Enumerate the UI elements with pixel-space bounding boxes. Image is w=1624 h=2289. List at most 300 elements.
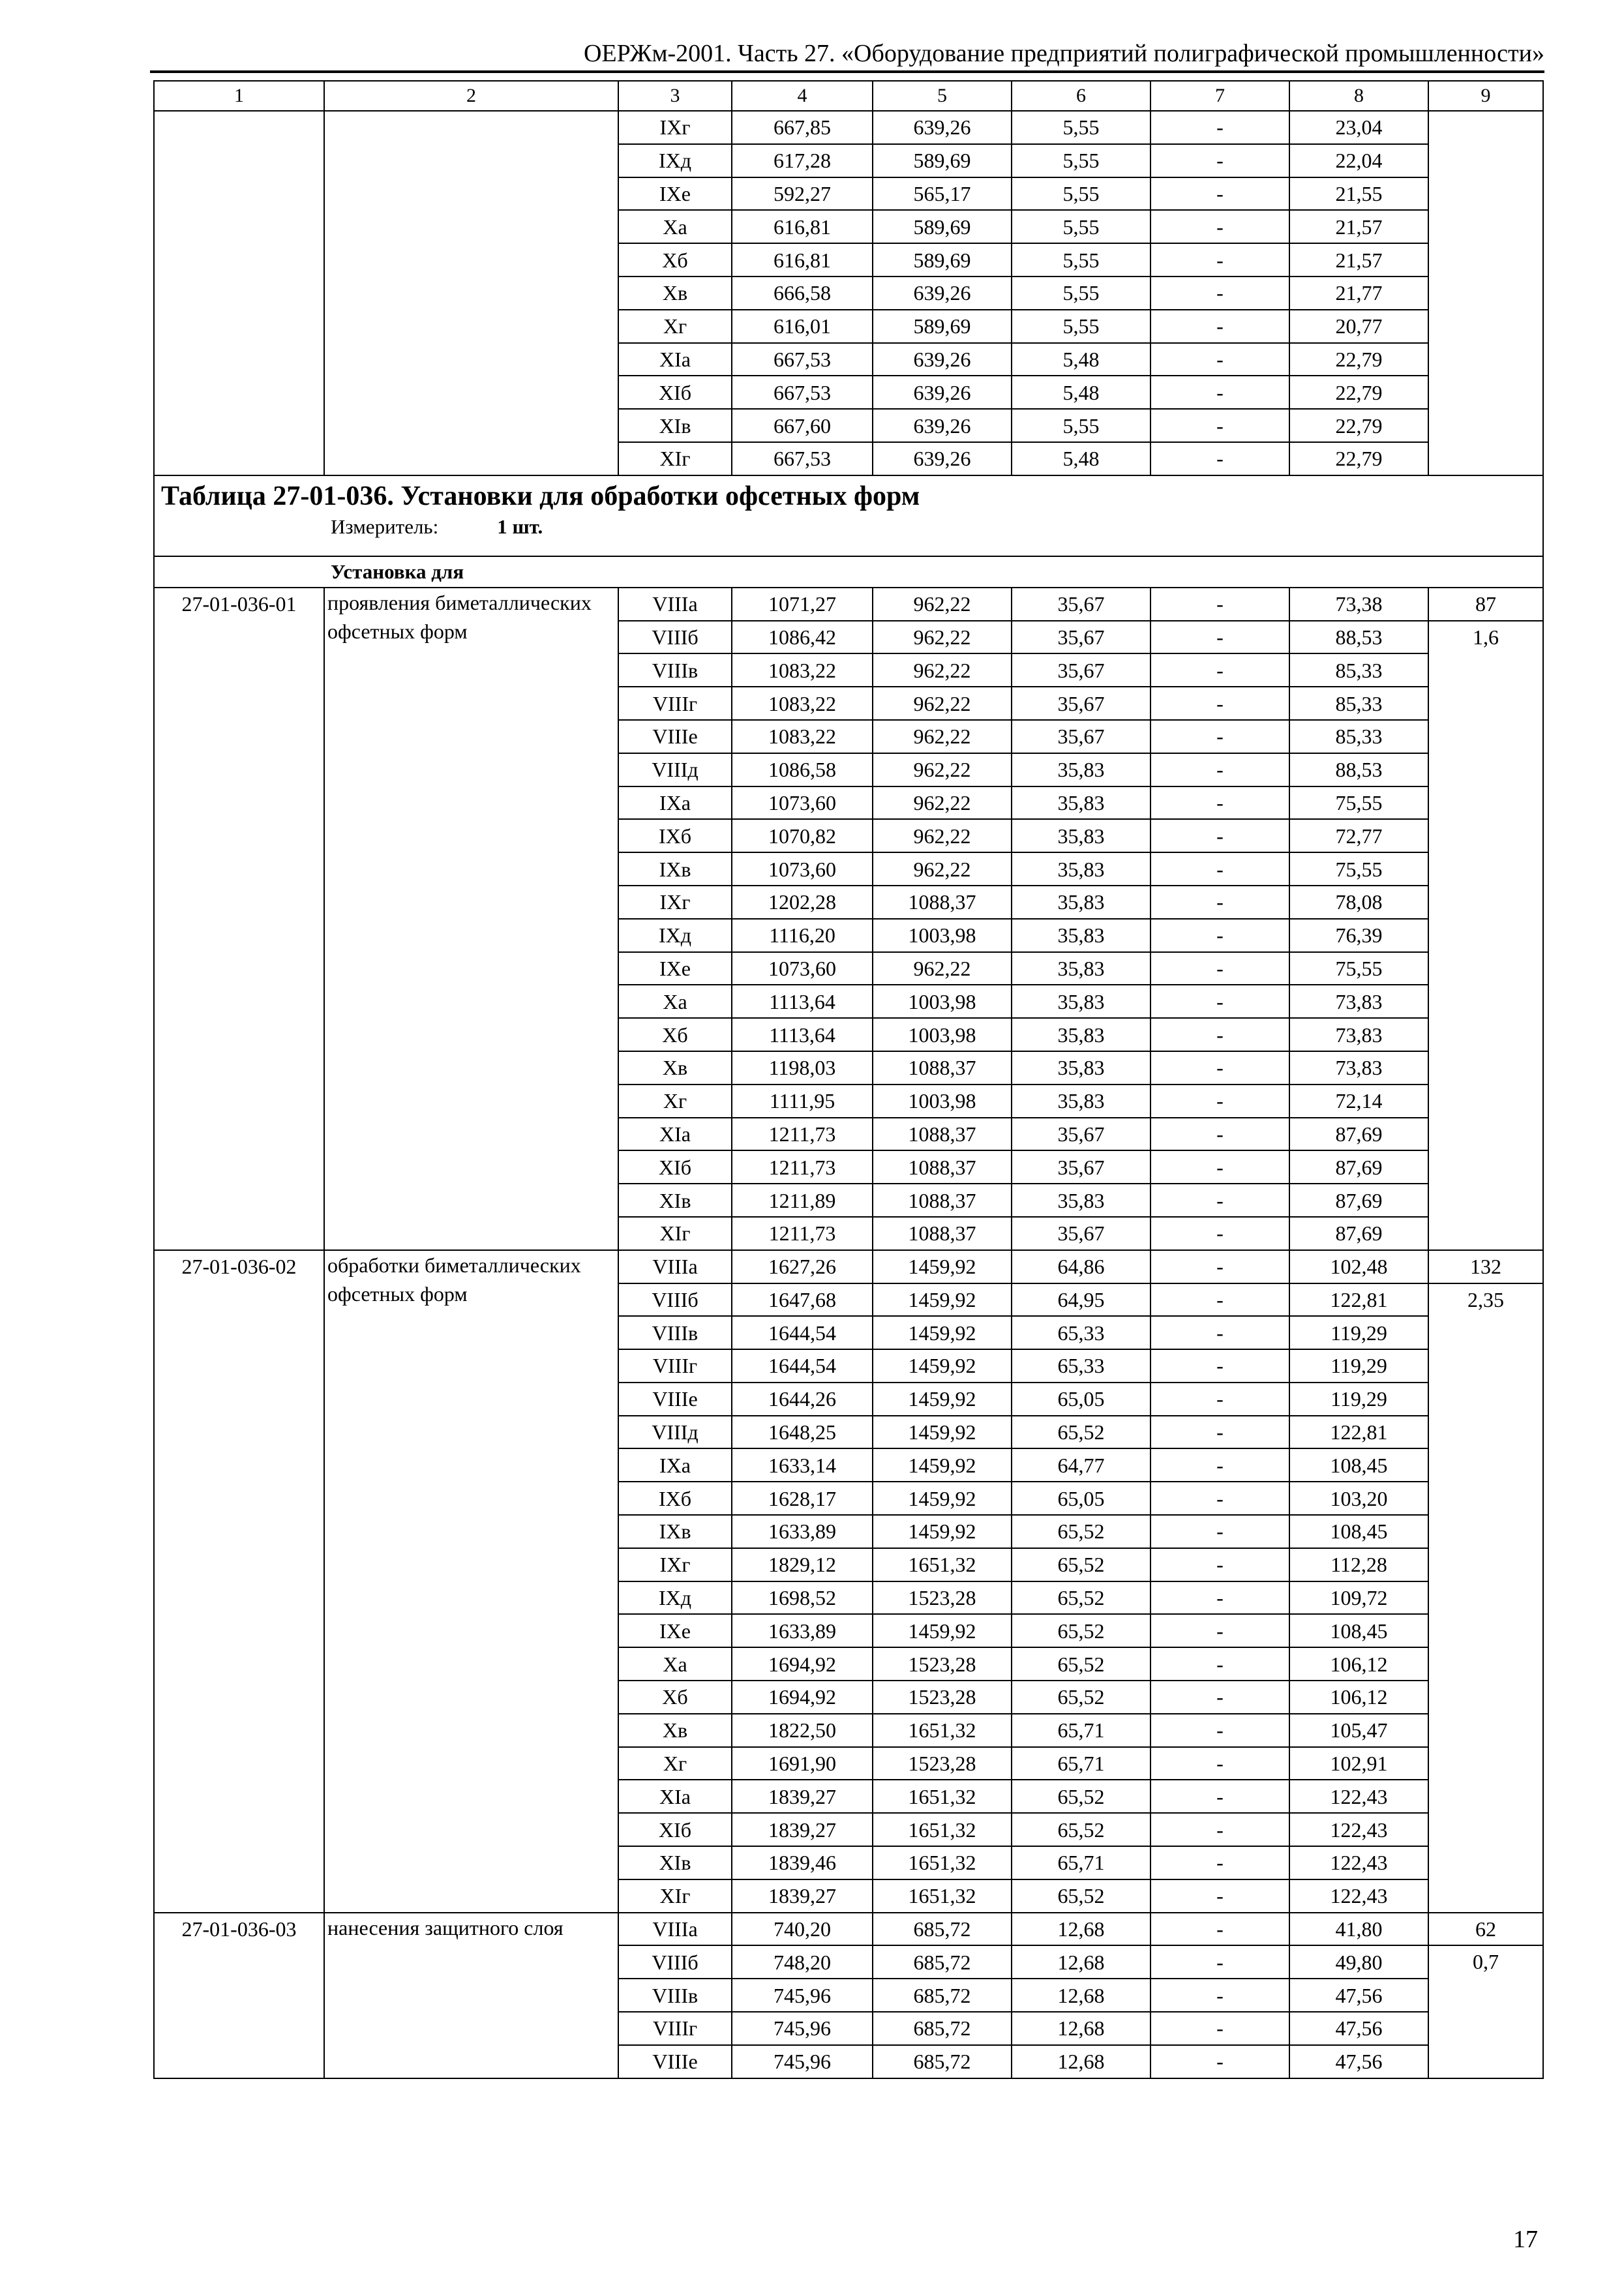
wages: 589,69 — [873, 310, 1012, 343]
total-cost: 1113,64 — [732, 1018, 873, 1051]
labor-hours: 21,57 — [1289, 210, 1428, 243]
total-cost: 1633,14 — [732, 1448, 873, 1482]
rate-level: IXг — [618, 111, 732, 144]
materials: - — [1150, 1085, 1289, 1118]
running-header: ОЕРЖм-2001. Часть 27. «Оборудование предприятий полиграфической промышленности» — [583, 40, 1544, 67]
wages: 1088,37 — [873, 1150, 1012, 1184]
rate-level: VIIIе — [618, 720, 732, 753]
wages: 1651,32 — [873, 1813, 1012, 1846]
wages: 639,26 — [873, 442, 1012, 475]
materials: - — [1150, 1945, 1289, 1979]
rate-level: VIIIд — [618, 1416, 732, 1449]
materials: - — [1150, 111, 1289, 144]
materials: - — [1150, 1879, 1289, 1913]
total-cost: 745,96 — [732, 2012, 873, 2045]
wages: 1459,92 — [873, 1349, 1012, 1383]
machine-cost: 35,83 — [1012, 753, 1150, 786]
group-heading: Установка для — [154, 556, 1543, 588]
wages: 1651,32 — [873, 1548, 1012, 1581]
machine-cost: 35,83 — [1012, 1184, 1150, 1217]
column-number: 7 — [1150, 81, 1289, 111]
machine-cost: 35,83 — [1012, 1018, 1150, 1051]
materials: - — [1150, 1416, 1289, 1449]
materials: - — [1150, 144, 1289, 177]
machine-cost: 35,83 — [1012, 985, 1150, 1018]
materials: - — [1150, 1714, 1289, 1747]
total-cost: 1113,64 — [732, 985, 873, 1018]
machine-cost: 65,33 — [1012, 1349, 1150, 1383]
table-row — [154, 1250, 1543, 1283]
wages: 685,72 — [873, 1945, 1012, 1979]
rate-level: Xа — [618, 1647, 732, 1681]
wages: 589,69 — [873, 144, 1012, 177]
rate-level: XIа — [618, 343, 732, 376]
wages: 1088,37 — [873, 886, 1012, 919]
labor-hours: 21,57 — [1289, 243, 1428, 277]
column-number: 1 — [154, 81, 324, 111]
total-cost: 1822,50 — [732, 1714, 873, 1747]
wages: 1459,92 — [873, 1416, 1012, 1449]
rate-level: XIб — [618, 376, 732, 409]
table-row — [154, 111, 1543, 144]
labor-hours: 119,29 — [1289, 1349, 1428, 1383]
rate-level: IXг — [618, 1548, 732, 1581]
labor-hours: 122,43 — [1289, 1846, 1428, 1879]
wages: 1088,37 — [873, 1217, 1012, 1250]
total-cost: 1691,90 — [732, 1747, 873, 1780]
labor-hours: 112,28 — [1289, 1548, 1428, 1581]
wages: 1459,92 — [873, 1283, 1012, 1317]
rate-level: XIв — [618, 1846, 732, 1879]
total-cost: 748,20 — [732, 1945, 873, 1979]
labor-hours: 122,43 — [1289, 1813, 1428, 1846]
machine-cost: 35,83 — [1012, 919, 1150, 952]
wages: 962,22 — [873, 687, 1012, 720]
machine-cost: 5,48 — [1012, 343, 1150, 376]
labor-hours: 73,83 — [1289, 1051, 1428, 1085]
labor-hours: 87,69 — [1289, 1217, 1428, 1250]
wages: 639,26 — [873, 277, 1012, 310]
rate-level: XIв — [618, 409, 732, 442]
machine-cost: 65,52 — [1012, 1515, 1150, 1548]
machine-cost: 35,67 — [1012, 687, 1150, 720]
total-cost: 1644,54 — [732, 1316, 873, 1349]
rate-level: Xб — [618, 1681, 732, 1714]
materials: - — [1150, 852, 1289, 886]
labor-hours: 23,04 — [1289, 111, 1428, 144]
table-title-row — [154, 475, 1543, 556]
machine-cost: 65,52 — [1012, 1416, 1150, 1449]
wages: 1459,92 — [873, 1482, 1012, 1515]
labor-hours: 21,55 — [1289, 177, 1428, 211]
materials: - — [1150, 442, 1289, 475]
total-cost: 1071,27 — [732, 588, 873, 621]
labor-hours: 109,72 — [1289, 1581, 1428, 1615]
machine-cost: 65,52 — [1012, 1681, 1150, 1714]
workers-count: 132 — [1428, 1250, 1543, 1283]
measure-line — [331, 516, 1536, 537]
labor-hours: 72,14 — [1289, 1085, 1428, 1118]
labor-hours: 47,56 — [1289, 2045, 1428, 2078]
total-cost: 592,27 — [732, 177, 873, 211]
table-title: Таблица 27-01-036. Установки для обработки офсетных форм — [161, 481, 920, 511]
labor-hours: 88,53 — [1289, 753, 1428, 786]
materials: - — [1150, 376, 1289, 409]
wages: 1651,32 — [873, 1879, 1012, 1913]
total-cost: 616,01 — [732, 310, 873, 343]
materials: - — [1150, 1184, 1289, 1217]
measure-value: 1 шт. — [497, 515, 543, 538]
rate-level: Xг — [618, 1747, 732, 1780]
description-cell — [324, 111, 618, 475]
labor-hours: 78,08 — [1289, 886, 1428, 919]
table-row — [154, 588, 1543, 621]
labor-hours: 119,29 — [1289, 1383, 1428, 1416]
machine-cost: 65,52 — [1012, 1647, 1150, 1681]
rate-level: XIв — [618, 1184, 732, 1217]
materials: - — [1150, 2045, 1289, 2078]
machine-cost: 65,71 — [1012, 1846, 1150, 1879]
wages: 685,72 — [873, 1979, 1012, 2012]
materials: - — [1150, 687, 1289, 720]
rate-level: XIа — [618, 1780, 732, 1813]
labor-hours: 22,04 — [1289, 144, 1428, 177]
rate-level: VIIIе — [618, 1383, 732, 1416]
rate-level: IXе — [618, 1614, 732, 1647]
machine-cost: 35,83 — [1012, 819, 1150, 852]
rate-level: IXв — [618, 1515, 732, 1548]
labor-hours: 87,69 — [1289, 1118, 1428, 1151]
machine-cost: 65,71 — [1012, 1714, 1150, 1747]
total-cost: 1202,28 — [732, 886, 873, 919]
total-cost: 1644,54 — [732, 1349, 873, 1383]
total-cost: 1839,46 — [732, 1846, 873, 1879]
machine-cost: 5,55 — [1012, 243, 1150, 277]
materials: - — [1150, 985, 1289, 1018]
labor-hours: 85,33 — [1289, 653, 1428, 687]
total-cost: 1839,27 — [732, 1879, 873, 1913]
materials: - — [1150, 1548, 1289, 1581]
labor-hours: 87,69 — [1289, 1184, 1428, 1217]
wages: 1651,32 — [873, 1846, 1012, 1879]
wages: 685,72 — [873, 2012, 1012, 2045]
machine-cost: 65,05 — [1012, 1383, 1150, 1416]
labor-hours: 41,80 — [1289, 1913, 1428, 1946]
wages: 1088,37 — [873, 1184, 1012, 1217]
materials: - — [1150, 1780, 1289, 1813]
total-cost: 616,81 — [732, 243, 873, 277]
materials: - — [1150, 277, 1289, 310]
rate-level: IXа — [618, 1448, 732, 1482]
description-cell: нанесения защитного слоя — [324, 1913, 618, 2078]
total-cost: 1070,82 — [732, 819, 873, 852]
total-cost: 1648,25 — [732, 1416, 873, 1449]
column-number: 4 — [732, 81, 873, 111]
total-cost: 1211,73 — [732, 1118, 873, 1151]
materials: - — [1150, 1647, 1289, 1681]
machine-cost: 5,55 — [1012, 409, 1150, 442]
machine-cost: 35,67 — [1012, 653, 1150, 687]
total-cost: 1073,60 — [732, 786, 873, 820]
workers-count: 62 — [1428, 1913, 1543, 1946]
machine-cost: 35,83 — [1012, 886, 1150, 919]
labor-hours: 88,53 — [1289, 621, 1428, 654]
wages: 639,26 — [873, 409, 1012, 442]
workers-grade: 1,6 — [1428, 621, 1543, 1250]
labor-hours: 122,81 — [1289, 1416, 1428, 1449]
rate-level: VIIIа — [618, 1250, 732, 1283]
column-number: 3 — [618, 81, 732, 111]
materials: - — [1150, 243, 1289, 277]
rate-level: VIIIв — [618, 653, 732, 687]
total-cost: 1829,12 — [732, 1548, 873, 1581]
total-cost: 1211,73 — [732, 1150, 873, 1184]
labor-hours: 87,69 — [1289, 1150, 1428, 1184]
machine-cost: 64,77 — [1012, 1448, 1150, 1482]
labor-hours: 72,77 — [1289, 819, 1428, 852]
description-cell: обработки биметаллических офсетных форм — [324, 1250, 618, 1913]
wages: 1459,92 — [873, 1614, 1012, 1647]
total-cost: 1694,92 — [732, 1681, 873, 1714]
total-cost: 1647,68 — [732, 1283, 873, 1317]
total-cost: 1086,42 — [732, 621, 873, 654]
materials: - — [1150, 1448, 1289, 1482]
column-number: 9 — [1428, 81, 1543, 111]
wages: 962,22 — [873, 786, 1012, 820]
labor-hours: 73,38 — [1289, 588, 1428, 621]
labor-hours: 108,45 — [1289, 1448, 1428, 1482]
wages: 962,22 — [873, 753, 1012, 786]
total-cost: 1698,52 — [732, 1581, 873, 1615]
rate-level: Xв — [618, 1714, 732, 1747]
workers-cell — [1428, 111, 1543, 475]
wages: 1003,98 — [873, 1085, 1012, 1118]
materials: - — [1150, 1383, 1289, 1416]
rate-level: VIIIб — [618, 1283, 732, 1317]
labor-hours: 85,33 — [1289, 720, 1428, 753]
materials: - — [1150, 1681, 1289, 1714]
materials: - — [1150, 886, 1289, 919]
rate-level: IXе — [618, 952, 732, 985]
total-cost: 1198,03 — [732, 1051, 873, 1085]
total-cost: 740,20 — [732, 1913, 873, 1946]
rate-level: IXа — [618, 786, 732, 820]
materials: - — [1150, 409, 1289, 442]
measure-label: Измеритель: — [331, 515, 439, 538]
labor-hours: 122,81 — [1289, 1283, 1428, 1317]
wages: 1459,92 — [873, 1383, 1012, 1416]
rate-level: VIIIв — [618, 1316, 732, 1349]
wages: 639,26 — [873, 376, 1012, 409]
wages: 589,69 — [873, 243, 1012, 277]
machine-cost: 35,67 — [1012, 720, 1150, 753]
rate-level: XIб — [618, 1150, 732, 1184]
total-cost: 745,96 — [732, 1979, 873, 2012]
wages: 565,17 — [873, 177, 1012, 211]
total-cost: 1644,26 — [732, 1383, 873, 1416]
materials: - — [1150, 819, 1289, 852]
machine-cost: 65,52 — [1012, 1780, 1150, 1813]
rate-level: Xв — [618, 1051, 732, 1085]
wages: 1459,92 — [873, 1316, 1012, 1349]
labor-hours: 106,12 — [1289, 1647, 1428, 1681]
total-cost: 1116,20 — [732, 919, 873, 952]
wages: 1651,32 — [873, 1714, 1012, 1747]
rate-level: Xа — [618, 210, 732, 243]
workers-grade: 2,35 — [1428, 1283, 1543, 1913]
labor-hours: 73,83 — [1289, 1018, 1428, 1051]
materials: - — [1150, 1846, 1289, 1879]
total-cost: 1111,95 — [732, 1085, 873, 1118]
workers-count: 87 — [1428, 588, 1543, 621]
rate-level: Xг — [618, 310, 732, 343]
rate-level: VIIIб — [618, 621, 732, 654]
rate-level: VIIIв — [618, 1979, 732, 2012]
materials: - — [1150, 1018, 1289, 1051]
page-number: 17 — [1513, 2226, 1538, 2253]
machine-cost: 12,68 — [1012, 2012, 1150, 2045]
code-cell: 27-01-036-03 — [154, 1913, 324, 2078]
labor-hours: 22,79 — [1289, 343, 1428, 376]
total-cost: 667,53 — [732, 343, 873, 376]
labor-hours: 108,45 — [1289, 1515, 1428, 1548]
labor-hours: 47,56 — [1289, 2012, 1428, 2045]
materials: - — [1150, 2012, 1289, 2045]
materials: - — [1150, 1515, 1289, 1548]
machine-cost: 5,55 — [1012, 310, 1150, 343]
labor-hours: 122,43 — [1289, 1780, 1428, 1813]
wages: 685,72 — [873, 2045, 1012, 2078]
labor-hours: 22,79 — [1289, 409, 1428, 442]
column-number: 6 — [1012, 81, 1150, 111]
machine-cost: 65,52 — [1012, 1614, 1150, 1647]
wages: 962,22 — [873, 852, 1012, 886]
rate-level: IXб — [618, 1482, 732, 1515]
labor-hours: 108,45 — [1289, 1614, 1428, 1647]
total-cost: 666,58 — [732, 277, 873, 310]
rate-level: Xг — [618, 1085, 732, 1118]
group-heading-row — [154, 556, 1543, 588]
materials: - — [1150, 621, 1289, 654]
materials: - — [1150, 1913, 1289, 1946]
workers-grade: 0,7 — [1428, 1945, 1543, 2078]
labor-hours: 21,77 — [1289, 277, 1428, 310]
column-number: 8 — [1289, 81, 1428, 111]
machine-cost: 12,68 — [1012, 1945, 1150, 1979]
wages: 1088,37 — [873, 1118, 1012, 1151]
rate-level: XIб — [618, 1813, 732, 1846]
materials: - — [1150, 1349, 1289, 1383]
materials: - — [1150, 588, 1289, 621]
rate-level: VIIIг — [618, 2012, 732, 2045]
labor-hours: 102,91 — [1289, 1747, 1428, 1780]
wages: 1003,98 — [873, 985, 1012, 1018]
column-number: 2 — [324, 81, 618, 111]
rate-level: VIIIг — [618, 687, 732, 720]
wages: 962,22 — [873, 720, 1012, 753]
rate-level: IXб — [618, 819, 732, 852]
wages: 962,22 — [873, 621, 1012, 654]
materials: - — [1150, 1283, 1289, 1317]
labor-hours: 122,43 — [1289, 1879, 1428, 1913]
total-cost: 1694,92 — [732, 1647, 873, 1681]
total-cost: 1839,27 — [732, 1780, 873, 1813]
machine-cost: 5,55 — [1012, 111, 1150, 144]
labor-hours: 106,12 — [1289, 1681, 1428, 1714]
labor-hours: 85,33 — [1289, 687, 1428, 720]
materials: - — [1150, 1316, 1289, 1349]
machine-cost: 35,67 — [1012, 621, 1150, 654]
materials: - — [1150, 343, 1289, 376]
rate-level: VIIIа — [618, 1913, 732, 1946]
machine-cost: 65,52 — [1012, 1548, 1150, 1581]
total-cost: 1211,73 — [732, 1217, 873, 1250]
total-cost: 1628,17 — [732, 1482, 873, 1515]
materials: - — [1150, 310, 1289, 343]
machine-cost: 12,68 — [1012, 2045, 1150, 2078]
wages: 639,26 — [873, 111, 1012, 144]
total-cost: 1083,22 — [732, 687, 873, 720]
labor-hours: 47,56 — [1289, 1979, 1428, 2012]
machine-cost: 35,67 — [1012, 1150, 1150, 1184]
wages: 589,69 — [873, 210, 1012, 243]
labor-hours: 103,20 — [1289, 1482, 1428, 1515]
header-rule — [150, 70, 1544, 73]
wages: 1651,32 — [873, 1780, 1012, 1813]
total-cost: 1086,58 — [732, 753, 873, 786]
labor-hours: 20,77 — [1289, 310, 1428, 343]
machine-cost: 65,52 — [1012, 1813, 1150, 1846]
materials: - — [1150, 753, 1289, 786]
labor-hours: 105,47 — [1289, 1714, 1428, 1747]
total-cost: 745,96 — [732, 2045, 873, 2078]
machine-cost: 5,48 — [1012, 442, 1150, 475]
rate-level: XIг — [618, 1217, 732, 1250]
wages: 1459,92 — [873, 1250, 1012, 1283]
wages: 962,22 — [873, 653, 1012, 687]
wages: 1459,92 — [873, 1448, 1012, 1482]
column-number: 5 — [873, 81, 1012, 111]
machine-cost: 5,55 — [1012, 210, 1150, 243]
materials: - — [1150, 1614, 1289, 1647]
total-cost: 1073,60 — [732, 952, 873, 985]
column-number-row — [154, 81, 1543, 111]
total-cost: 667,53 — [732, 376, 873, 409]
machine-cost: 65,33 — [1012, 1316, 1150, 1349]
machine-cost: 35,83 — [1012, 952, 1150, 985]
rate-level: VIIIб — [618, 1945, 732, 1979]
materials: - — [1150, 1118, 1289, 1151]
labor-hours: 75,55 — [1289, 786, 1428, 820]
materials: - — [1150, 919, 1289, 952]
rate-level: Xа — [618, 985, 732, 1018]
wages: 1523,28 — [873, 1647, 1012, 1681]
rate-level: Xв — [618, 277, 732, 310]
labor-hours: 75,55 — [1289, 952, 1428, 985]
code-cell: 27-01-036-02 — [154, 1250, 324, 1913]
total-cost: 667,85 — [732, 111, 873, 144]
rate-level: IXг — [618, 886, 732, 919]
rate-level: VIIIд — [618, 753, 732, 786]
rate-level: Xб — [618, 243, 732, 277]
rate-level: XIг — [618, 442, 732, 475]
materials: - — [1150, 720, 1289, 753]
materials: - — [1150, 786, 1289, 820]
machine-cost: 12,68 — [1012, 1979, 1150, 2012]
machine-cost: 35,83 — [1012, 1051, 1150, 1085]
machine-cost: 65,71 — [1012, 1747, 1150, 1780]
wages: 962,22 — [873, 588, 1012, 621]
